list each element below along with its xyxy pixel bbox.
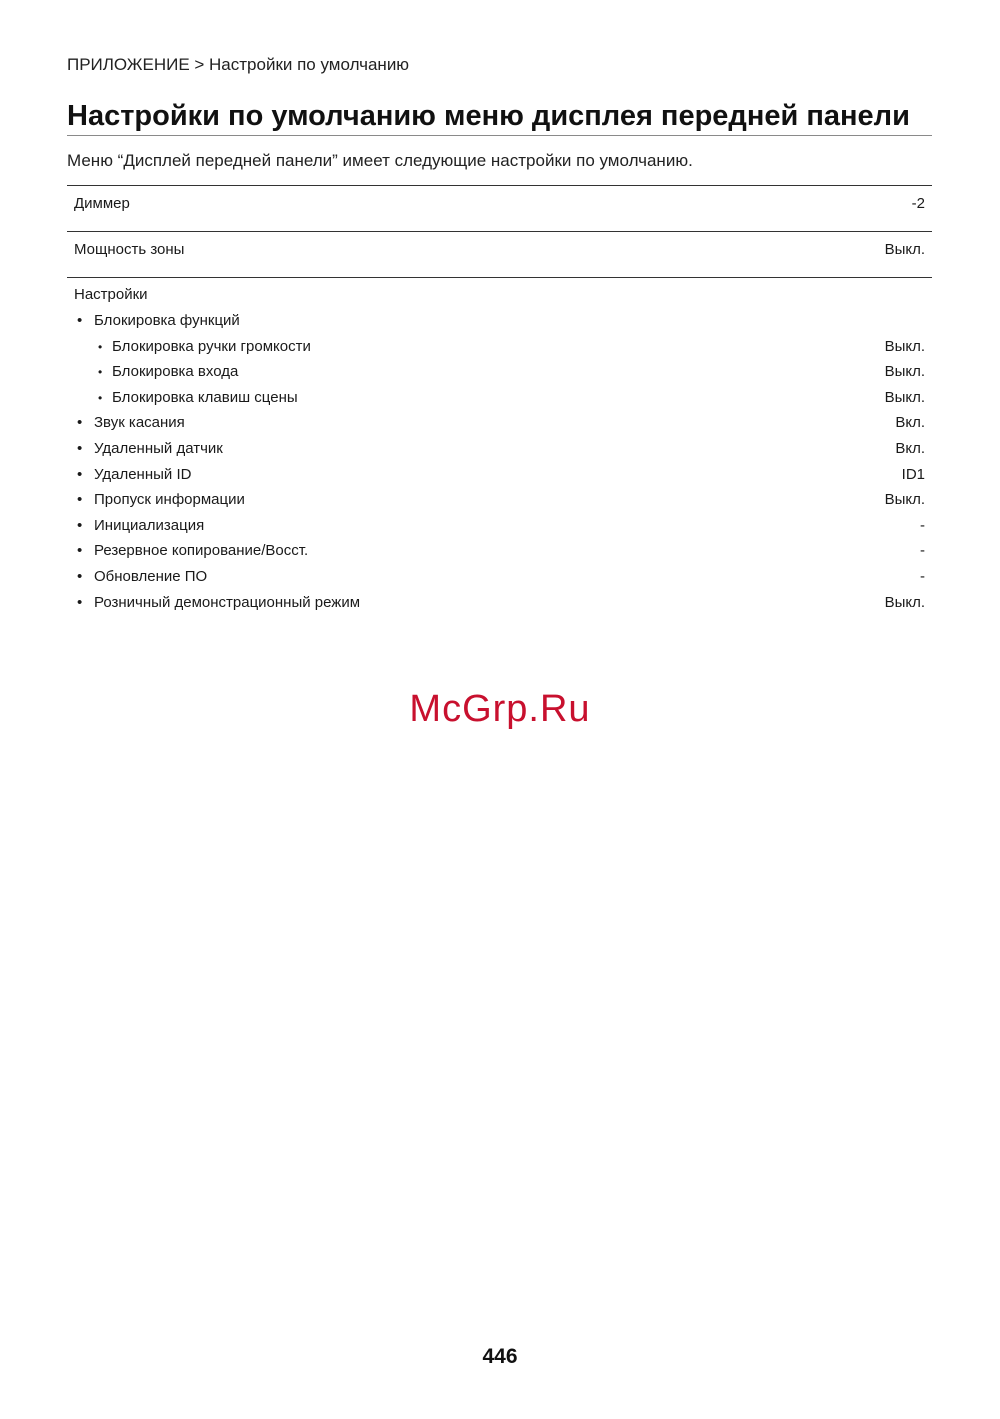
bullet-icon: • — [98, 365, 103, 380]
list-item-label: Блокировка функций — [94, 312, 240, 329]
bullet-icon: • — [77, 593, 83, 611]
list-item-label: Розничный демонстрационный режим — [94, 593, 361, 611]
page-number: 446 — [482, 1345, 518, 1368]
bullet-icon: • — [77, 465, 83, 483]
row-value: -2 — [911, 195, 925, 212]
list-item-value: Вкл. — [895, 439, 925, 457]
bullet-icon: • — [77, 312, 83, 329]
list-item-value: - — [920, 567, 925, 585]
list-item-value: Выкл. — [884, 363, 925, 381]
list-item-value: ID1 — [901, 465, 925, 483]
list-item — [67, 542, 932, 568]
breadcrumb: ПРИЛОЖЕНИЕ > Настройки по умолчанию — [67, 55, 410, 74]
list-item — [67, 568, 932, 594]
list-item-label: Удаленный датчик — [94, 439, 223, 457]
list-item-label: Блокировка клавиш сцены — [112, 388, 298, 406]
list-item — [67, 338, 932, 364]
list-item — [67, 363, 932, 389]
bullet-icon: • — [77, 414, 83, 432]
row-label: Мощность зоны — [74, 241, 185, 258]
list-item-label: Блокировка ручки громкости — [112, 337, 311, 355]
list-item-label: Резервное копирование/Восст. — [94, 542, 309, 560]
bullet-icon: • — [98, 339, 103, 354]
list-item-value: Выкл. — [884, 593, 925, 611]
page-title: Настройки по умолчанию меню дисплея передней панели — [67, 100, 932, 136]
bullet-icon: • — [98, 390, 103, 405]
bullet-icon: • — [77, 567, 83, 585]
settings-header: Настройки — [74, 286, 148, 303]
list-item-label: Пропуск информации — [94, 491, 245, 509]
intro-paragraph: Меню “Дисплей передней панели” имеет следующие настройки по умолчанию. — [67, 151, 693, 170]
bullet-icon: • — [77, 542, 83, 560]
list-item-label: Обновление ПО — [94, 567, 208, 585]
table-row-zone-power — [67, 231, 932, 277]
list-item-value: Выкл. — [884, 337, 925, 355]
bullet-icon: • — [77, 516, 83, 534]
list-item-value: Вкл. — [895, 414, 925, 432]
list-item-label: Звук касания — [94, 414, 185, 432]
list-item-label: Инициализация — [94, 516, 205, 534]
list-item — [67, 440, 932, 466]
settings-table — [67, 185, 932, 619]
list-item-label: Удаленный ID — [94, 465, 192, 483]
row-value: Выкл. — [884, 241, 925, 258]
watermark: McGrp.Ru — [409, 688, 591, 730]
list-item — [67, 414, 932, 440]
list-item — [67, 491, 932, 517]
bullet-icon: • — [77, 491, 83, 509]
row-label: Диммер — [74, 195, 130, 212]
list-item — [67, 517, 932, 543]
bullet-icon: • — [77, 439, 83, 457]
table-row-dimmer — [67, 185, 932, 231]
list-item-value: Выкл. — [884, 491, 925, 509]
list-item-label: Блокировка входа — [112, 363, 239, 381]
list-item — [67, 466, 932, 492]
list-item — [67, 594, 932, 620]
list-item-value: - — [920, 516, 925, 534]
list-item — [67, 312, 932, 338]
table-row-settings — [67, 277, 932, 619]
list-item-value: Выкл. — [884, 388, 925, 406]
list-item — [67, 389, 932, 415]
list-item-value: - — [920, 542, 925, 560]
